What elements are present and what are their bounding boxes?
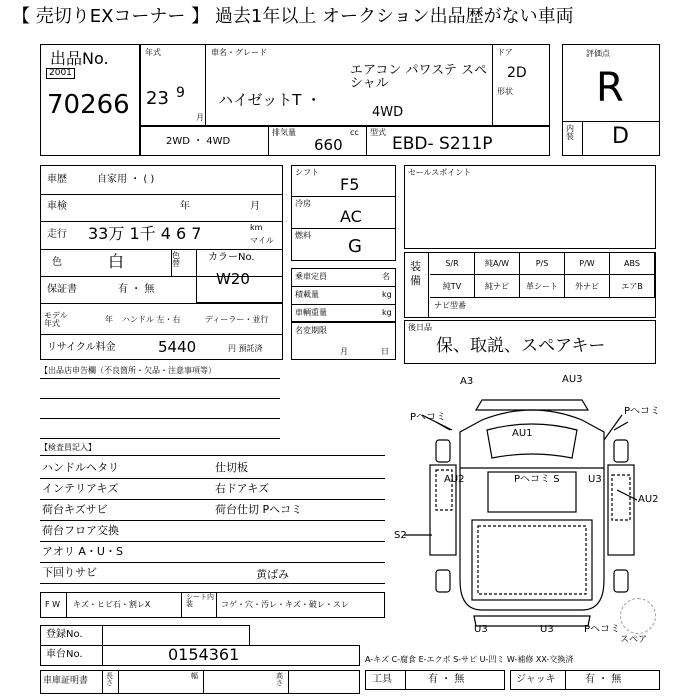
- damage-mark: S2: [394, 530, 407, 541]
- legend-text: A-キズ C-腐食 E-エクボ S-サビ U-凹ミ W-補修 XX-交換済: [365, 655, 574, 664]
- warranty-value: 有 ・ 無: [118, 284, 155, 295]
- lot-label: 出品No.: [50, 49, 109, 68]
- fw-note: 黄ばみ: [256, 568, 289, 581]
- damage-mark: Pヘコミ: [624, 406, 661, 417]
- recycle-value: 5440: [158, 338, 197, 356]
- recycle-label: リサイクル料金: [47, 342, 116, 353]
- inspector-label: 【検査員記入】: [40, 443, 96, 452]
- equipment-option: エアB: [610, 275, 655, 298]
- car-drive-note: 4WD: [372, 105, 404, 120]
- fw-label: F W: [45, 600, 61, 609]
- displacement-value: 660: [314, 136, 343, 154]
- inspection-year: 年: [180, 201, 190, 212]
- page-header: 【 売切りEXコーナー 】 過去1年以上 オークション出品歴がない車両: [12, 6, 574, 27]
- interior-label: 内装: [566, 124, 574, 141]
- damage-mark: Pヘコミ: [584, 624, 621, 635]
- fuel-label: 燃料: [295, 231, 311, 240]
- damage-mark: U3: [588, 474, 602, 485]
- mileage-unit-mile: マイル: [250, 236, 274, 245]
- color-code-value: W20: [216, 270, 250, 288]
- seller-note-label: 【出品店申告欄（不良箇所・欠品・注意事項等）: [40, 366, 216, 375]
- lot-year-tag: 2001: [46, 68, 75, 79]
- sheet-value: コゲ・穴・汚レ・キズ・破レ・スレ: [221, 600, 349, 609]
- inspector-note: 荷台フロア交換: [42, 524, 119, 537]
- color-change-label: 色替: [172, 251, 180, 268]
- inspector-note: インテリアキズ: [42, 482, 119, 495]
- sales-point-box: [404, 165, 656, 249]
- damage-mark: U3: [474, 624, 488, 635]
- equipment-label: 装備: [410, 260, 421, 287]
- cert-cell-label: 幅: [191, 672, 198, 680]
- inspection-month: 月: [250, 201, 260, 212]
- history-value: 自家用 ・ ( ): [97, 174, 155, 185]
- cert-label: 車庫証明書: [43, 676, 89, 686]
- navi-label: ナビ型番: [434, 301, 466, 310]
- sheet-label: シート内装: [186, 593, 214, 608]
- damage-mark: AU2: [444, 474, 465, 485]
- handle: ハンドル 左・右: [122, 315, 181, 324]
- mileage-unit-km: km: [250, 223, 263, 232]
- inspector-note: 右ドアキズ: [215, 482, 270, 495]
- car-name: ハイゼットT ・: [218, 91, 322, 109]
- damage-mark: AU3: [562, 374, 583, 385]
- inspector-note: 荷台仕切 Pヘコミ: [215, 503, 303, 516]
- damage-mark: A3: [460, 376, 474, 387]
- inspector-note: 仕切板: [215, 461, 248, 474]
- load-label: 積載量: [295, 290, 319, 299]
- chassis-value: 0154361: [168, 645, 240, 664]
- equipment-option: S/R: [430, 252, 475, 275]
- color-label: 色: [52, 257, 62, 268]
- year-month: 9: [176, 85, 185, 101]
- fuel-value: G: [348, 236, 362, 257]
- equipment-option: ABS: [610, 252, 655, 275]
- score-label: 評価点: [586, 49, 610, 58]
- lot-number: 70266: [47, 90, 130, 120]
- car-grade: エアコン パワステ スペシャル: [350, 63, 487, 91]
- capacity-label: 乗車定員: [295, 272, 327, 281]
- model-year-label: モデル年式: [44, 311, 68, 328]
- capacity-unit: 名: [382, 272, 390, 281]
- model-label: 型式: [370, 128, 386, 137]
- shift-label: シフト: [295, 168, 319, 177]
- damage-mark: AU2: [638, 494, 659, 505]
- ac-value: AC: [340, 207, 362, 226]
- chassis-label: 車台No.: [46, 649, 83, 660]
- tools-label: 工具: [372, 674, 392, 685]
- door-shape-label: 形状: [497, 87, 513, 96]
- after-items-value: 保、取説、スペアキー: [436, 336, 606, 356]
- spare-label: スペア: [620, 635, 648, 645]
- jack-label: ジャッキ: [516, 674, 556, 685]
- load-unit: kg: [382, 290, 392, 299]
- mileage-value: 33万 1千 4 6 7: [88, 224, 202, 243]
- weight-unit: kg: [382, 308, 392, 317]
- mileage-label: 走行: [47, 229, 67, 240]
- inspector-note: 下回りサビ: [42, 566, 97, 579]
- tools-value: 有 ・ 無: [428, 674, 465, 685]
- damage-mark: Pヘコミ: [410, 412, 447, 423]
- displacement-unit: cc: [350, 128, 359, 137]
- equipment-option: 純A/W: [475, 252, 520, 275]
- door-value: 2D: [507, 65, 527, 81]
- color-value: 白: [108, 252, 125, 271]
- recycle-unit: 円 預託済: [228, 344, 263, 353]
- score-value: R: [596, 65, 624, 111]
- name-change-month: 月: [340, 347, 348, 356]
- ac-label: 冷房: [295, 199, 311, 208]
- equipment-option: P/W: [565, 252, 610, 275]
- year-value: 23: [146, 88, 169, 109]
- equipment-option: 純TV: [430, 275, 475, 298]
- damage-mark: U3: [540, 624, 554, 635]
- cert-cell-label: 高さ: [276, 672, 283, 687]
- drive-options: 2WD ・ 4WD: [166, 136, 231, 147]
- history-label: 車歴: [47, 174, 67, 185]
- year-label: 年式: [145, 48, 161, 57]
- damage-mark: Pヘコミ S: [514, 474, 560, 485]
- sales-point-label: セールスポイント: [408, 168, 472, 177]
- inspector-note: アオリ A・U・S: [42, 545, 123, 558]
- inspector-note: 荷台キズサビ: [42, 503, 108, 516]
- equipment-option: 革シート: [520, 275, 565, 298]
- interior-value: D: [612, 124, 629, 149]
- model-year-unit: 年: [105, 315, 113, 324]
- door-label: ドア: [497, 48, 513, 57]
- equipment-option: 純ナビ: [475, 275, 520, 298]
- jack-value: 有 ・ 無: [585, 674, 622, 685]
- after-items-label: 後日品: [408, 323, 432, 332]
- inspector-note: ハンドルヘタリ: [42, 461, 119, 474]
- name-change-label: 名変期限: [295, 326, 327, 335]
- color-code-label: カラーNo.: [208, 252, 255, 263]
- cert-cell-label: 長さ: [106, 672, 113, 687]
- weight-label: 車輌重量: [295, 308, 327, 317]
- shift-value: F5: [340, 175, 360, 194]
- model-value: EBD- S211P: [392, 134, 493, 154]
- damage-mark: AU1: [512, 428, 533, 439]
- warranty-label: 保証書: [47, 284, 77, 295]
- dealer: ディーラー・並行: [205, 315, 269, 324]
- equipment-option: P/S: [520, 252, 565, 275]
- name-change-day: 日: [381, 347, 389, 356]
- equipment-option: 外ナビ: [565, 275, 610, 298]
- car-damage-diagram: [392, 370, 672, 645]
- fw-value: キズ・ヒビ石・割レX: [73, 600, 151, 609]
- registration-label: 登録No.: [46, 629, 83, 640]
- inspection-label: 車検: [47, 201, 67, 212]
- year-month-unit: 月: [196, 113, 204, 122]
- displacement-label: 排気量: [272, 128, 296, 137]
- car-label: 車名・グレード: [211, 48, 267, 57]
